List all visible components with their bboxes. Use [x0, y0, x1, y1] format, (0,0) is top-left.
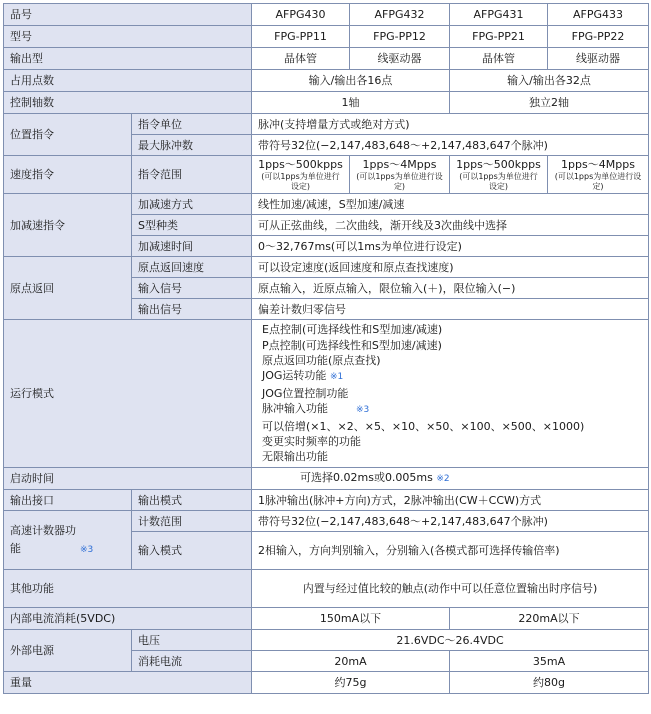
cell: 内置与经过值比较的触点(动作中可以任意位置输出时序信号) — [252, 570, 649, 608]
row-position — [4, 114, 649, 135]
run-mode-list — [258, 322, 642, 465]
sub-label: 输出信号 — [132, 299, 252, 320]
row-other — [4, 570, 649, 608]
cell: 晶体管 — [450, 48, 548, 70]
cell: 可以设定速度(返回速度和原点查找速度) — [252, 257, 649, 278]
list-item: 无限输出功能 — [262, 450, 328, 464]
speed-note: (可以1pps为单位进行设定) — [554, 172, 642, 191]
row-label: 启动时间 — [4, 468, 252, 490]
row-model — [4, 26, 649, 48]
hs-counter-label: 高速计数器功能 — [10, 524, 76, 555]
row-label: 占用点数 — [4, 70, 252, 92]
cell: 线驱动器 — [548, 48, 649, 70]
sub-label: 加减速时间 — [132, 236, 252, 257]
cell: 输入/输出各16点 — [252, 70, 450, 92]
cell: AFPG433 — [548, 4, 649, 26]
sub-label: 输入模式 — [132, 532, 252, 570]
sub-label: 输出模式 — [132, 490, 252, 511]
cell: AFPG431 — [450, 4, 548, 26]
cell: 0～32,767ms(可以1ms为单位进行设定) — [252, 236, 649, 257]
cell: 线驱动器 — [350, 48, 450, 70]
cell — [350, 156, 450, 194]
cell: 约75g — [252, 672, 450, 694]
sub-label: 指令单位 — [132, 114, 252, 135]
list-item: 脉冲输入功能 ※3 — [262, 402, 370, 416]
row-label: 重量 — [4, 672, 252, 694]
sub-label: 输入信号 — [132, 278, 252, 299]
footnote-mark: ※3 — [355, 405, 370, 416]
row-label: 位置指令 — [4, 114, 132, 156]
row-label: 外部电源 — [4, 630, 132, 672]
cell: 21.6VDC～26.4VDC — [252, 630, 649, 651]
sub-label: 加减速方式 — [132, 194, 252, 215]
sub-label: 电压 — [132, 630, 252, 651]
speed-note: (可以1pps为单位进行设定) — [261, 172, 340, 191]
cell: 150mA以下 — [252, 608, 450, 630]
row-run-mode — [4, 320, 649, 468]
list-item: 变更实时频率的功能 — [262, 435, 361, 449]
cell: 线性加速/减速，S型加速/减速 — [252, 194, 649, 215]
row-startup — [4, 468, 649, 490]
cell: 输入/输出各32点 — [450, 70, 649, 92]
footnote-mark: ※2 — [436, 474, 450, 484]
cell — [450, 156, 548, 194]
cell: 约80g — [450, 672, 649, 694]
cell: 晶体管 — [252, 48, 350, 70]
list-item: 可以倍增(×1、×2、×5、×10、×50、×100、×500、×1000) — [262, 419, 585, 433]
cell: 2相输入，方向判别输入，分别输入(各模式都可选择传输倍率) — [252, 532, 649, 570]
row-label: 速度指令 — [4, 156, 132, 194]
list-item: JOG运转功能 ※1 — [262, 369, 344, 383]
speed-value: 1pps～500kpps — [258, 158, 343, 171]
row-output-type — [4, 48, 649, 70]
cell: 可从正弦曲线，二次曲线，渐开线及3次曲线中选择 — [252, 215, 649, 236]
sub-label: 消耗电流 — [132, 651, 252, 672]
row-ext-power — [4, 630, 649, 651]
footnote-mark: ※3 — [80, 545, 94, 555]
row-speed — [4, 156, 649, 194]
sub-label: S型种类 — [132, 215, 252, 236]
list-item: JOG位置控制功能 — [262, 386, 349, 400]
sub-label: 最大脉冲数 — [132, 135, 252, 156]
row-internal-current — [4, 608, 649, 630]
row-points — [4, 70, 649, 92]
row-label: 内部电流消耗(5VDC) — [4, 608, 252, 630]
row-output-if — [4, 490, 649, 511]
cell — [548, 156, 649, 194]
cell: 原点输入，近原点输入，限位输入(＋)，限位输入(−) — [252, 278, 649, 299]
row-axes — [4, 92, 649, 114]
list-item: P点控制(可选择线性和S型加速/减速) — [262, 338, 442, 352]
row-product — [4, 4, 649, 26]
row-label — [4, 511, 132, 570]
cell: 1轴 — [252, 92, 450, 114]
row-label: 运行模式 — [4, 320, 252, 468]
speed-value: 1pps～4Mpps — [561, 158, 635, 171]
row-hs-counter — [4, 511, 649, 532]
cell: 带符号32位(−2,147,483,648～+2,147,483,647个脉冲) — [252, 511, 649, 532]
cell: 1脉冲输出(脉冲+方向)方式，2脉冲输出(CW＋CCW)方式 — [252, 490, 649, 511]
cell — [252, 320, 649, 468]
speed-value: 1pps～4Mpps — [362, 158, 437, 171]
speed-note: (可以1pps为单位进行设定) — [356, 172, 443, 191]
cell: AFPG432 — [350, 4, 450, 26]
row-label: 型号 — [4, 26, 252, 48]
row-label: 控制轴数 — [4, 92, 252, 114]
row-label: 品号 — [4, 4, 252, 26]
cell: FPG-PP22 — [548, 26, 649, 48]
speed-note: (可以1pps为单位进行设定) — [459, 172, 538, 191]
cell: FPG-PP12 — [350, 26, 450, 48]
row-label: 原点返回 — [4, 257, 132, 320]
cell: 脉冲(支持增量方式或绝对方式) — [252, 114, 649, 135]
cell: 可选择0.02ms或0.005ms ※2 — [252, 468, 649, 490]
cell: AFPG430 — [252, 4, 350, 26]
list-item: E点控制(可选择线性和S型加速/减速) — [262, 323, 443, 337]
sub-label: 指令范围 — [132, 156, 252, 194]
cell: 偏差计数归零信号 — [252, 299, 649, 320]
sub-label: 原点返回速度 — [132, 257, 252, 278]
cell: 220mA以下 — [450, 608, 649, 630]
cell: FPG-PP21 — [450, 26, 548, 48]
cell: 35mA — [450, 651, 649, 672]
row-label: 其他功能 — [4, 570, 252, 608]
speed-value: 1pps～500kpps — [456, 158, 541, 171]
row-label: 加减速指令 — [4, 194, 132, 257]
cell — [252, 156, 350, 194]
row-label: 输出接口 — [4, 490, 132, 511]
cell: 带符号32位(−2,147,483,648～+2,147,483,647个脉冲) — [252, 135, 649, 156]
sub-label: 计数范围 — [132, 511, 252, 532]
cell: 20mA — [252, 651, 450, 672]
cell: FPG-PP11 — [252, 26, 350, 48]
row-accel — [4, 194, 649, 215]
footnote-mark: ※1 — [329, 372, 344, 383]
row-label: 输出型 — [4, 48, 252, 70]
list-item: 原点返回功能(原点查找) — [262, 353, 381, 367]
spec-table — [3, 3, 649, 694]
row-home — [4, 257, 649, 278]
cell: 独立2轴 — [450, 92, 649, 114]
row-weight — [4, 672, 649, 694]
